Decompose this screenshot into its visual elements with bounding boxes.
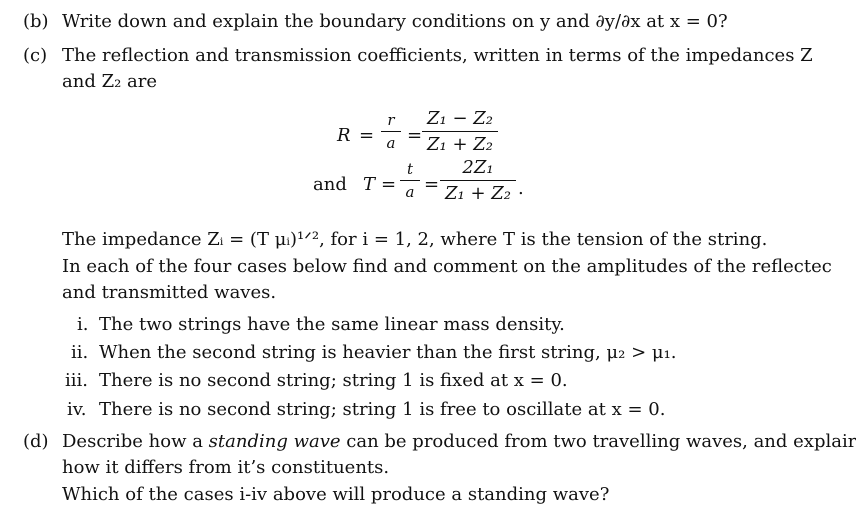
eq-r-frac-z-num: Z₁ − Z₂ [427,108,493,129]
eq-t-equals-1: = [381,174,397,195]
eq-t-frac-z-num: 2Z₁ [462,157,494,178]
part-d-line1 [62,433,856,451]
case-iv-text: There is no second string; string 1 is free to oscillate at x = 0. [99,399,666,420]
eq-r-equals-1: = [359,125,375,146]
eq-and: and [313,174,347,195]
case-ii-text: When the second string is heavier than the first string, μ₂ > μ₁. [99,342,677,363]
part-d-line1-post: can be produced from two travelling waves, and explair [340,431,856,452]
eq-r-frac-z-den: Z₁ + Z₂ [427,134,493,155]
part-d-line1-pre: Describe how a [62,431,209,452]
eq-r-frac-ra [381,113,401,151]
case-i-text: The two strings have the same linear mass density. [99,314,565,335]
cases-intro-line2: and transmitted waves. [62,282,277,303]
eq-t-equals-2: = [424,174,440,195]
part-c-line1: The reflection and transmission coefficients, written in terms of the impedances Z [62,45,813,66]
part-b-text: Write down and explain the boundary conditions on y and ∂y/∂x at x = 0? [62,11,728,32]
eq-r-frac-z [422,110,498,154]
eq-t-lhs: T [363,174,376,195]
part-d-line3: Which of the cases i-iv above will produce a standing wave? [62,484,610,505]
case-ii-label: ii. [71,342,89,363]
case-iv-label: iv. [67,399,87,420]
eq-r-frac-ra-den: a [386,134,396,152]
case-iii-text: There is no second string; string 1 is fixed at x = 0. [99,370,568,391]
part-d-line2: how it differs from it’s constituents. [62,457,390,478]
eq-t-period: . [518,178,524,199]
eq-t-frac-z-den: Z₁ + Z₂ [445,183,511,204]
eq-r-frac-ra-num: r [387,111,395,129]
eq-r-lhs: R [337,125,351,146]
eq-t-frac-ta [400,162,420,200]
part-d-label: (d) [23,431,49,452]
eq-t-frac-ta-num: t [406,160,414,178]
cases-intro-line1: In each of the four cases below find and comment on the amplitudes of the reflectec [62,256,832,277]
part-c-label: (c) [23,45,48,66]
eq-t-frac-ta-den: a [405,183,415,201]
part-d-line1-em: standing wave [208,431,341,452]
eq-t-frac-z [440,159,516,203]
part-c-line2: and Z₂ are [62,71,158,92]
part-b-label: (b) [23,11,49,32]
case-iii-label: iii. [65,370,88,391]
case-i-label: i. [77,314,89,335]
impedance-line: The impedance Zᵢ = (T μᵢ)¹ᐟ², for i = 1, 2, where T is the tension of the string. [62,229,768,250]
eq-r-equals-2: = [407,125,423,146]
